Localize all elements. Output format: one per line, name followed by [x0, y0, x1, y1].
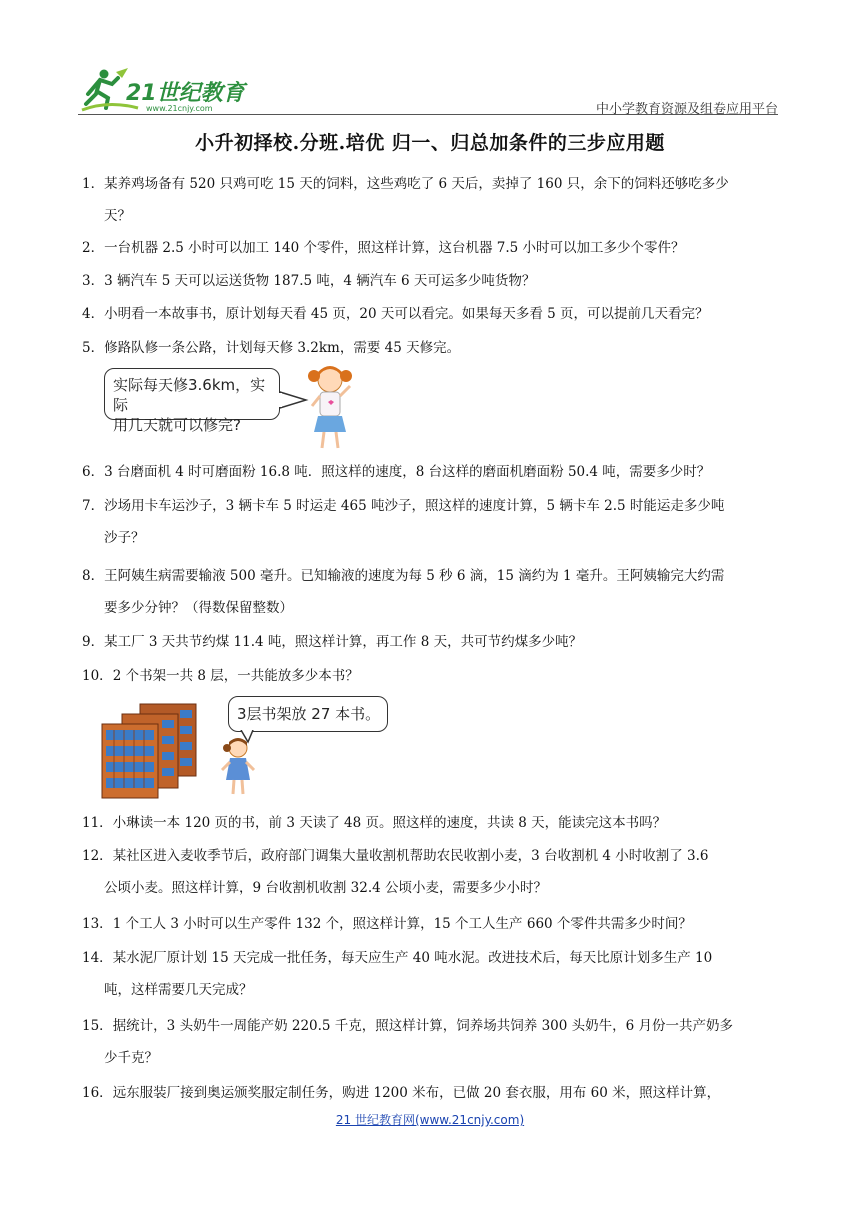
question-continuation: 要多少分钟？（得数保留整数）: [104, 600, 293, 616]
question-number: 16．: [82, 1085, 113, 1101]
question-text: 2 个书架一共 8 层，一共能放多少本书？: [112, 668, 359, 684]
question-text: 据统计，3 头奶牛一周能产奶 220.5 千克，照这样计算，饲养场共饲养 300 头奶牛，6 月份一共产奶多: [112, 1018, 734, 1034]
bookshelf-icon: [100, 698, 200, 800]
footer-link[interactable]: 21 世纪教育网(www.21cnjy.com): [335, 1113, 525, 1127]
question-text: 1 个工人 3 小时可以生产零件 132 个，照这样计算，15 个工人生产 660 个零件共需多少时间？: [112, 916, 692, 932]
question-4: [82, 298, 782, 330]
question-15: [82, 1010, 782, 1074]
question-text: 小琳读一本 120 页的书，前 3 天读了 48 页。照这样的速度，共读 8 天，能读完这本书吗？: [112, 815, 667, 831]
logo-url: www.21cnjy.com: [146, 104, 213, 113]
question-1: [82, 168, 782, 232]
question-number: 7．: [82, 498, 105, 514]
question-text: 某养鸡场备有 520 只鸡可吃 15 天的饲料，这些鸡吃了 6 天后，卖掉了 160 只，余下的饲料还够吃多少: [104, 176, 729, 192]
bubble-tail-icon: [240, 730, 256, 744]
speech-bubble: [104, 368, 280, 434]
question-13: [82, 908, 782, 940]
question-continuation: 少千克？: [104, 1050, 158, 1066]
question-text: 沙场用卡车运沙子，3 辆卡车 5 时运走 465 吨沙子，照这样的速度计算，5 辆卡车 2.5 时能运走多少吨: [104, 498, 725, 514]
question-number: 15．: [82, 1018, 113, 1034]
question-text: 小明看一本故事书，原计划每天看 45 页，20 天可以看完。如果每天多看 5 页，可以提前几天看完？: [104, 306, 709, 322]
question-number: 10．: [82, 668, 113, 684]
question-text: 修路队修一条公路，计划每天修 3.2km，需要 45 天修完。: [104, 340, 461, 356]
platform-label: 中小学教育资源及组卷应用平台: [595, 102, 778, 117]
question-number: 5．: [82, 340, 105, 356]
question-number: 3．: [82, 273, 105, 289]
question-continuation: 公顷小麦。照这样计算，9 台收割机收割 32.4 公顷小麦，需要多少小时？: [104, 880, 548, 896]
question-number: 14．: [82, 950, 113, 966]
question-number: 9．: [82, 634, 105, 650]
speech-bubble: [228, 696, 388, 732]
question-14: [82, 942, 782, 1006]
girl-icon: [218, 736, 258, 798]
question-number: 12．: [82, 848, 113, 864]
question-number: 8．: [82, 568, 105, 584]
question-text: 某水泥厂原计划 15 天完成一批任务，每天应生产 40 吨水泥。改进技术后，每天比原计划多生产 10: [112, 950, 713, 966]
logo-icon: [78, 64, 258, 114]
question-number: 1．: [82, 176, 105, 192]
question-2: [82, 232, 782, 264]
question-7: [82, 490, 782, 554]
bubble-line-2: 用几天就可以修完?: [113, 416, 241, 434]
question-number: 11．: [82, 815, 113, 831]
question-text: 某工厂 3 天共节约煤 11.4 吨，照这样计算，再工作 8 天，共可节约煤多少吨？: [104, 634, 583, 650]
question-16: [82, 1077, 782, 1109]
question-6: [82, 456, 782, 488]
bubble-line-1: 实际每天修3.6km，实际: [113, 376, 266, 414]
question-number: 2．: [82, 240, 105, 256]
question-number: 4．: [82, 306, 105, 322]
question-text: 3 辆汽车 5 天可以运送货物 187.5 吨，4 辆汽车 6 天可运多少吨货物？: [104, 273, 536, 289]
question-text: 王阿姨生病需要输液 500 毫升。已知输液的速度为每 5 秒 6 滴，15 滴约为 1 毫升。王阿姨输完大约需: [104, 568, 725, 584]
question-3: [82, 265, 782, 297]
question-continuation: 吨，这样需要几天完成？: [104, 982, 253, 998]
illustration-q10: [100, 692, 400, 802]
logo-text: 21世纪教育: [126, 81, 245, 106]
header-divider: [78, 114, 778, 115]
question-continuation: 沙子？: [104, 530, 145, 546]
question-10: [82, 660, 782, 692]
question-8: [82, 560, 782, 624]
question-text: 一台机器 2.5 小时可以加工 140 个零件，照这样计算，这台机器 7.5 小时可以加工多少个零件？: [104, 240, 685, 256]
page-header: [78, 64, 778, 116]
question-number: 13．: [82, 916, 113, 932]
question-number: 6．: [82, 464, 105, 480]
illustration-q5: [100, 362, 380, 454]
bubble-text: 3层书架放 27 本书。: [237, 705, 381, 723]
question-continuation: 天？: [104, 208, 131, 224]
question-9: [82, 626, 782, 658]
girl-icon: [276, 362, 376, 454]
question-5: [82, 332, 782, 364]
question-11: [82, 807, 782, 839]
question-text: 3 台磨面机 4 时可磨面粉 16.8 吨．照这样的速度，8 台这样的磨面机磨面粉 50.4 吨，需要多少时？: [104, 464, 711, 480]
question-12: [82, 840, 782, 904]
question-text: 某社区进入麦收季节后，政府部门调集大量收割机帮助农民收割小麦，3 台收割机 4 小时收割了 3.6: [112, 848, 709, 864]
page-title: 小升初择校.分班.培优 归一、归总加条件的三步应用题: [195, 132, 665, 154]
question-text: 远东服装厂接到奥运颁奖服定制任务，购进 1200 米布，已做 20 套衣服，用布 60 米，照这样计算，: [112, 1085, 721, 1101]
